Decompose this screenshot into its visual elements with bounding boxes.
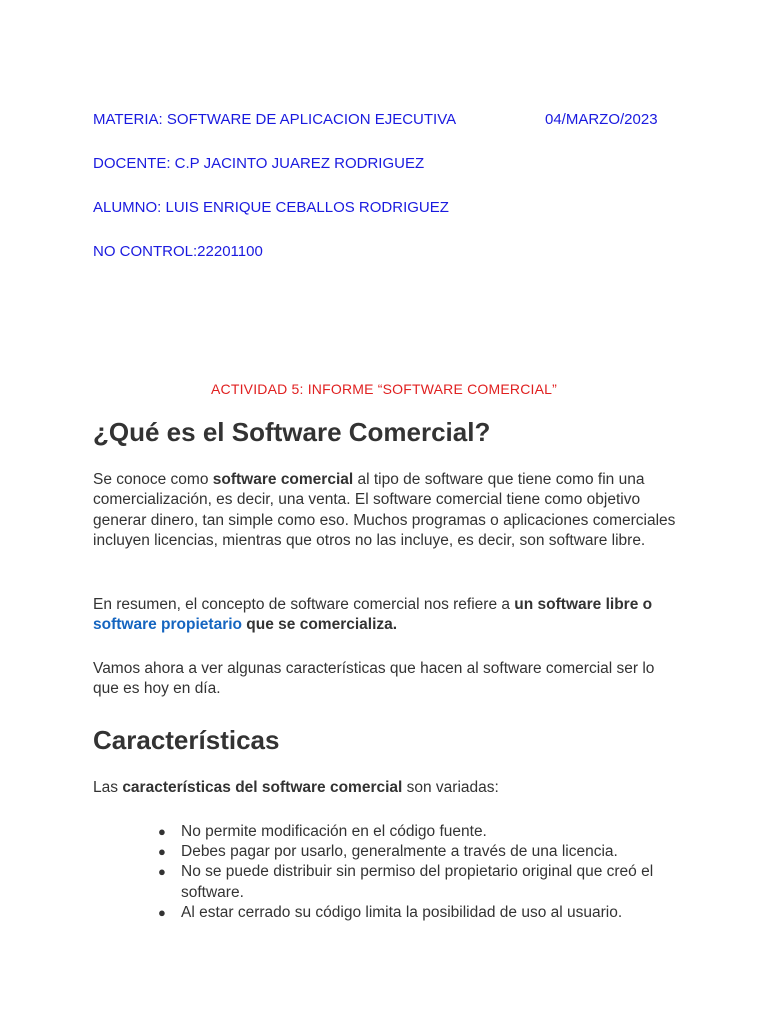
- paragraph-summary: [93, 595, 683, 636]
- list-item-text: No se puede distribuir sin permiso del propietario original que creó el software.: [181, 863, 654, 901]
- teacher-line: DOCENTE: C.P JACINTO JUAREZ RODRIGUEZ: [93, 155, 425, 172]
- list-item: [158, 903, 681, 923]
- list-item: [158, 822, 681, 842]
- bullet-icon: ●: [158, 904, 166, 920]
- subject-line: MATERIA: SOFTWARE DE APLICACION EJECUTIVA: [93, 111, 457, 128]
- bullet-icon: ●: [158, 864, 166, 880]
- software-propietario-link[interactable]: software propietario: [93, 616, 242, 634]
- intro-pre: Las: [93, 779, 123, 796]
- list-item-text: Al estar cerrado su código limita la posibilidad de uso al usuario.: [181, 903, 623, 921]
- definition-bold: software comercial: [212, 471, 354, 488]
- paragraph-characteristics-intro: [93, 778, 683, 798]
- section-heading-characteristics: Características: [93, 725, 280, 755]
- bullet-icon: ●: [158, 844, 166, 860]
- definition-pre: Se conoce como: [93, 471, 213, 488]
- summary-pre: En resumen, el concepto de software comercial nos refiere a: [93, 596, 515, 613]
- characteristics-list: [158, 822, 681, 923]
- list-item: [158, 862, 681, 902]
- intro-bold: características del software comercial: [122, 779, 403, 796]
- student-line: ALUMNO: LUIS ENRIQUE CEBALLOS RODRIGUEZ: [93, 199, 449, 216]
- control-number-line: NO CONTROL:22201100: [93, 243, 263, 260]
- paragraph-definition: [93, 470, 683, 552]
- summary-bold-1: un software libre o: [514, 596, 653, 613]
- bullet-icon: ●: [158, 824, 166, 839]
- list-item-text: Debes pagar por usarlo, generalmente a través de una licencia.: [181, 843, 618, 861]
- intro-post: son variadas:: [402, 779, 499, 796]
- summary-bold-2: que se comercializa.: [242, 616, 398, 634]
- list-item: [158, 842, 681, 862]
- date-text: 04/MARZO/2023: [545, 111, 658, 128]
- definition-post: al tipo de software que tiene como fin una comercialización, es decir, una venta. El software comercial tiene como objetivo generar dinero, tan simple como eso. Muchos programas o aplicaciones comerciales incluyen licencias, mientras que otros no las incluye, es decir, son software libre.: [93, 471, 676, 550]
- activity-title: ACTIVIDAD 5: INFORME “SOFTWARE COMERCIAL”: [210, 381, 558, 397]
- paragraph-transition: Vamos ahora a ver algunas características que hacen al software comercial ser lo que es hoy en día.: [93, 660, 655, 698]
- list-item-text: No permite modificación en el código fuente.: [181, 823, 487, 840]
- section-heading-what-is: ¿Qué es el Software Comercial?: [93, 417, 491, 447]
